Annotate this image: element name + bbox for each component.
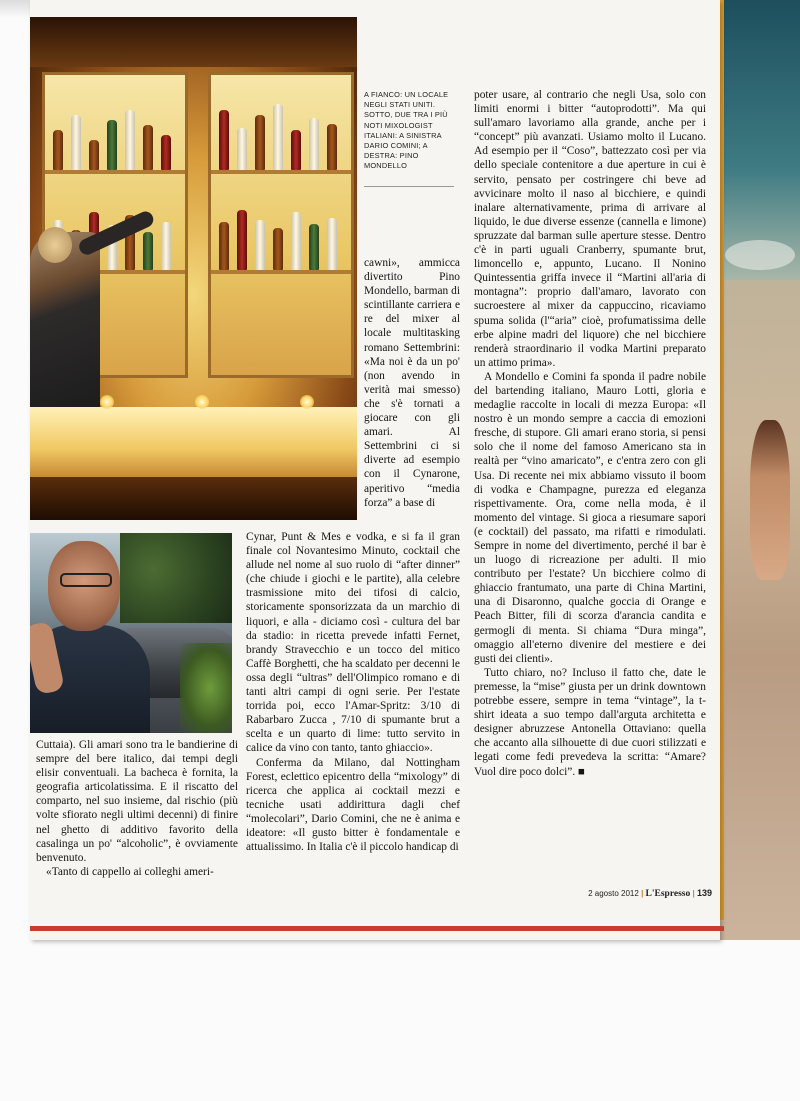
bartender-head — [38, 227, 72, 263]
bottom-red-rule — [30, 926, 724, 931]
paragraph: cawni», ammicca divertito Pino Mondello, barman di scintillante carriera e re del mixer al locale multitasking romano Settembrini: «Ma noi è da un po' (non avendo in verità mai smesso) che s'è tornati a giocare con gli amari. Al Settembrini ci si diverte ad esempio con il Cynarone, aperitivo “media forza” a base di — [364, 257, 460, 509]
paragraph: Cuttaia). Gli amari sono tra le bandierine di sempre del bere italico, dai tempi degli elisir conventuali. La bacheca è fornita, la geografia articolatissima. E il riscatto del comparto, nel suo insieme, dal rischio (più volte sfiorato negli ultimi decenni) di finire nel ghetto di additivo favorito della casalinga un po' “alcoholic”, è ovviamente benvenuto. — [36, 739, 238, 864]
middle-text-column — [246, 530, 460, 854]
caption-divider — [364, 186, 454, 187]
shelf — [45, 170, 185, 174]
right-shelf-panel — [208, 72, 354, 378]
issue-date: 2 agosto 2012 — [588, 889, 639, 898]
glasses — [60, 573, 112, 587]
beach-figure — [750, 420, 790, 580]
paragraph: poter usare, al contrario che negli Usa, solo con limiti enormi i bitter “autoprodotti”. Ma qui sull'amaro lavoriamo alla grande, anche per i “concept” più avanzati. Usiamo molto il Lucano. Ad esempio per il “Coso”, battezzato così per via dello speciale contenitore a due aperture in cui è servito, pensato per costringere chi beve ad avvicinare molto il naso al bicchiere, e quindi inalare alternativamente, prima di arrivare al liquido, le due diverse essenze (cannella e limone) spruzzate dal barman sulle aperture stesse. Dentro c'è in parti uguali Cranberry, spumante brut, limoncello e, appunto, Lucano. Il Nonino Quintessentia griffa invece il “Martini all'aria di montagna”: proprio dall'amaro, lavorato con sucroestere al mixer da cappuccino, ricaviamo spuma solida (l'“aria” cioè, profumatissima delle erbe alpine madri del liquore) che nel bicchiere renderà straordinario il vodka Martini preparato un attimo prima». — [474, 89, 706, 369]
paragraph: «Tanto di cappello ai colleghi ameri- — [46, 865, 214, 878]
trees — [120, 533, 232, 623]
right-text-column — [474, 88, 706, 779]
narrow-text-column — [364, 256, 460, 510]
page-footer — [540, 888, 712, 902]
shelf — [211, 170, 351, 174]
bar-photo — [30, 17, 357, 520]
portrait-photo — [30, 533, 232, 733]
adjacent-page-photo — [720, 0, 800, 940]
paragraph: Conferma da Milano, dal Nottingham Forest, eclettico epicentro della “mixology” di ricerca che applica ai cocktail mezzi e tecniche usati addirittura dagli chef “molecolari”, Dario Comini, che ne è anima e ideatore: «Il gusto bitter è fondamentale e attualissimo. In Italia c'è il piccolo handicap di — [246, 756, 460, 854]
page-number: 139 — [696, 888, 712, 898]
wave-foam — [725, 240, 795, 270]
sea-area — [720, 0, 800, 280]
footer-separator: | — [692, 889, 695, 898]
paragraph: Cynar, Punt & Mes e vodka, e si fa il gran finale col Novantesimo Minuto, cocktail che allude nel nome al suo ruolo di “after dinner” (che chiude i giochi e le partite), alla celebre trasmissione mito dei tifosi di calcio, storicamente sponsorizzata da un marchio di liquori, e alla - diciamo così - cultura del bar da stadio: in ricetta prevede infatti Fernet, brandy Stravecchio e un tocco del mitico Caffè Borghetti, che ha scaldato per decenni le ossa degli “ultras” dell'Olimpico romano e di tanti altri campi di ogni serie. Per l'estate torrida poi, ecco l'Amar-Spritz: 3/10 di Rabarbaro Zucca , 7/10 di spumante brut a scelta e un quarto di lime: tutto servito in calice da vino con tanto, tanto ghiaccio». — [246, 531, 460, 755]
magazine-name: L'Espresso — [645, 889, 691, 899]
shelf — [211, 270, 351, 274]
candle-light — [195, 395, 209, 409]
candle-light — [100, 395, 114, 409]
bar-counter — [30, 407, 357, 477]
bar-ceiling — [30, 17, 357, 67]
paragraph: Tutto chiaro, no? Incluso il fatto che, date le premesse, la “mise” giusta per un drink downtown potrebbe essere, sempre in tema “vintage”, la t-shirt ideata a suo tempo dall'arguta architetta e designer abruzzese Antonella Ottaviano: quella che accanto alla silhouette di due cuori stilizzati e legati come fedi prevedeva la scritta: “Amare? Vuol dire poco dolci”. ■ — [474, 666, 706, 778]
plant — [180, 643, 232, 733]
left-text-column — [36, 738, 238, 879]
photo-caption: A FIANCO: UN LOCALE NEGLI STATI UNITI. SOTTO, DUE TRA I PIÙ NOTI MIXOLOGIST ITALIANI: A SINISTRA DARIO COMINI; A DESTRA: PINO MONDELLO — [364, 90, 449, 171]
bar-counter-front — [30, 477, 357, 520]
paragraph: A Mondello e Comini fa sponda il padre nobile del bartending italiano, Mauro Lotti, gloria e medaglie raccolte in locali di mezza Europa: «Il nostro è un mondo sempre a caccia di emozioni fresche, di stupore. Gli amari erano storia, si pensi solo che il nome del famoso Americano sta in realtà per “vino amaricato”, e c'entra zero con gli Usa. Di recente nei mix abbiamo vissuto il boom di vodka e Champagne, purezza ed eleganza rispettivamente. Ora, come nella moda, è il momento del vintage. Si gioca a riesumare sapori (e cocktail) del passato, ma rifatti e rimodulati. Sempre in nome del divertimento, perché il bar è un luogo di ricreazione per adulti. Il mio contributo per l'estate? Un bicchiere colmo di ghiaccio frantumato, una parte di China Martini, una di Disaronno, qualche goccia di Orange e Peach Bitter, fili di scorza d'arancia candita e germogli di menta. Si chiama “Dura minga”, omaggio all'eterno divenire del mestiere e dei gusti dei clienti». — [474, 370, 706, 665]
candle-light — [300, 395, 314, 409]
footer-separator: | — [641, 889, 644, 898]
